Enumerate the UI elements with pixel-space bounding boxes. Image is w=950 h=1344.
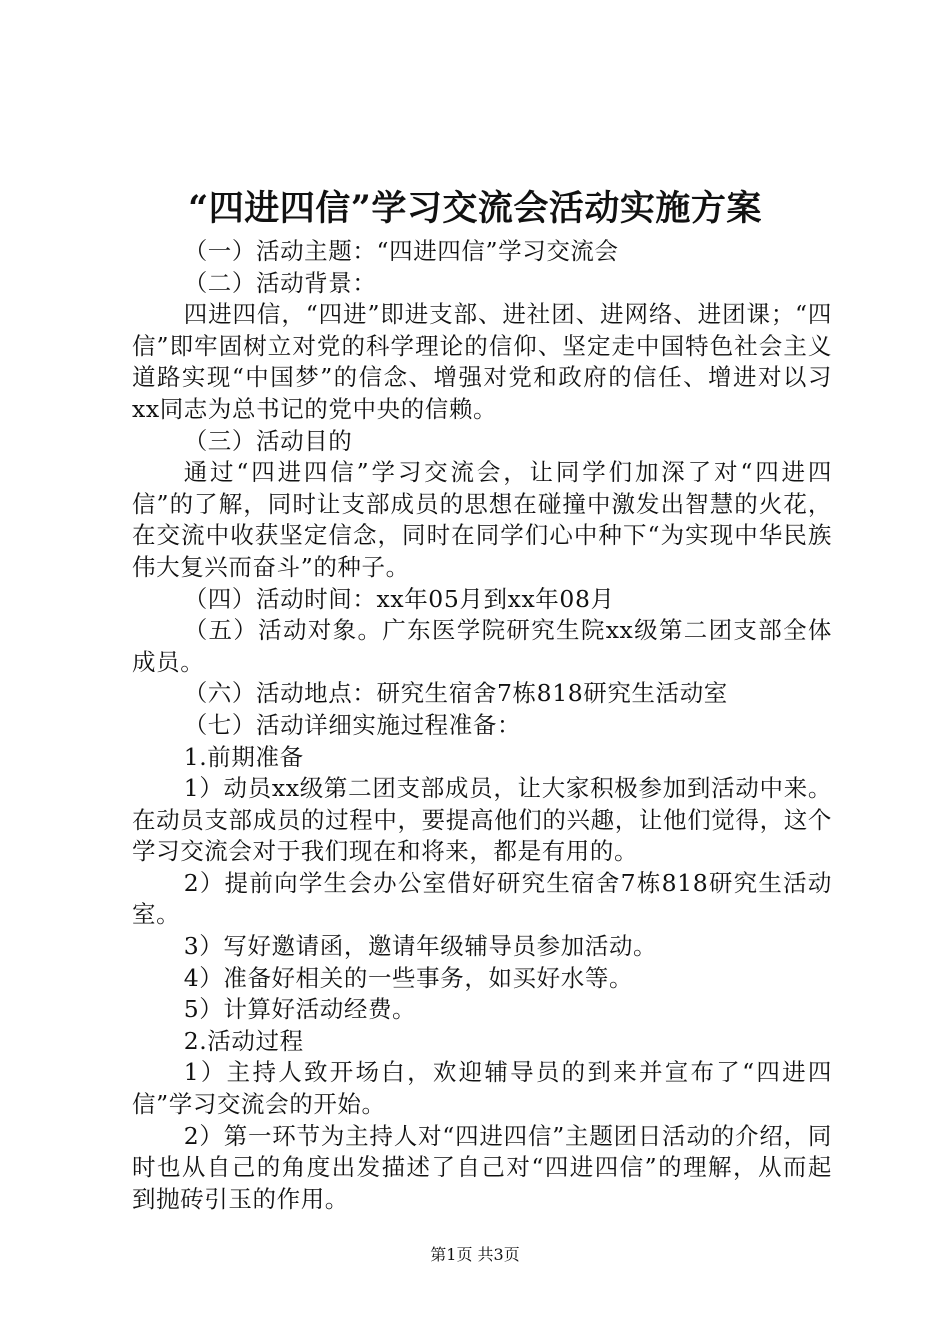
document-title: “四进四信”学习交流会活动实施方案 (188, 188, 762, 229)
paragraph-prep-2: 2）提前向学生会办公室借好研究生宿舍7栋818研究生活动室。 (132, 868, 832, 929)
page-indicator: 第1页 共3页 (430, 1245, 520, 1264)
paragraph-activity-2: 2）第一环节为主持人对“四进四信”主题团日活动的介绍，同时也从自己的角度出发描述了自己对“四进四信”的理解，从而起到抛砖引玉的作用。 (132, 1121, 832, 1213)
paragraph-prep-5: 5）计算好活动经费。 (183, 995, 417, 1024)
paragraph-background: 四进四信，“四进”即进支部、进社团、进网络、进团课；“四信”即牢固树立对党的科学理论的信仰、坚定走中国特色社会主义道路实现“中国梦”的信念、增强对党和政府的信任、增进对以习xx同志为总书记的党中央的信赖。 (132, 300, 832, 423)
paragraph-prep-4: 4）准备好相关的一些事务，如买好水等。 (183, 963, 634, 992)
paragraph-prep-1: 1）动员xx级第二团支部成员，让大家积极参加到活动中来。在动员支部成员的过程中，要提高他们的兴趣，让他们觉得，这个学习交流会对于我们现在和将来，都是有用的。 (132, 774, 832, 866)
paragraph-theme: （一）活动主题：“四进四信”学习交流会 (183, 237, 619, 265)
paragraph-location: （六）活动地点：研究生宿舍7栋818研究生活动室 (183, 679, 728, 708)
paragraph-activity-heading: 2.活动过程 (183, 1026, 304, 1055)
document-body (132, 236, 832, 1215)
paragraph-background-heading: （二）活动背景： (183, 268, 377, 297)
paragraph-process-heading: （七）活动详细实施过程准备： (183, 710, 522, 739)
paragraph-activity-1: 1）主持人致开场白，欢迎辅导员的到来并宣布了“四进四信”学习交流会的开始。 (132, 1058, 832, 1119)
paragraph-preparation-heading: 1.前期准备 (183, 742, 304, 771)
paragraph-purpose: 通过“四进四信”学习交流会，让同学们加深了对“四进四信”的了解，同时让支部成员的思想在碰撞中激发出智慧的火花，在交流中收获坚定信念，同时在同学们心中种下“为实现中华民族伟大复兴而奋斗”的种子。 (132, 458, 832, 581)
paragraph-prep-3: 3）写好邀请函，邀请年级辅导员参加活动。 (183, 932, 658, 961)
paragraph-purpose-heading: （三）活动目的 (183, 426, 353, 455)
paragraph-audience: （五）活动对象。广东医学院研究生院xx级第二团支部全体成员。 (132, 616, 832, 676)
paragraph-time: （四）活动时间：xx年05月到xx年08月 (183, 584, 615, 613)
